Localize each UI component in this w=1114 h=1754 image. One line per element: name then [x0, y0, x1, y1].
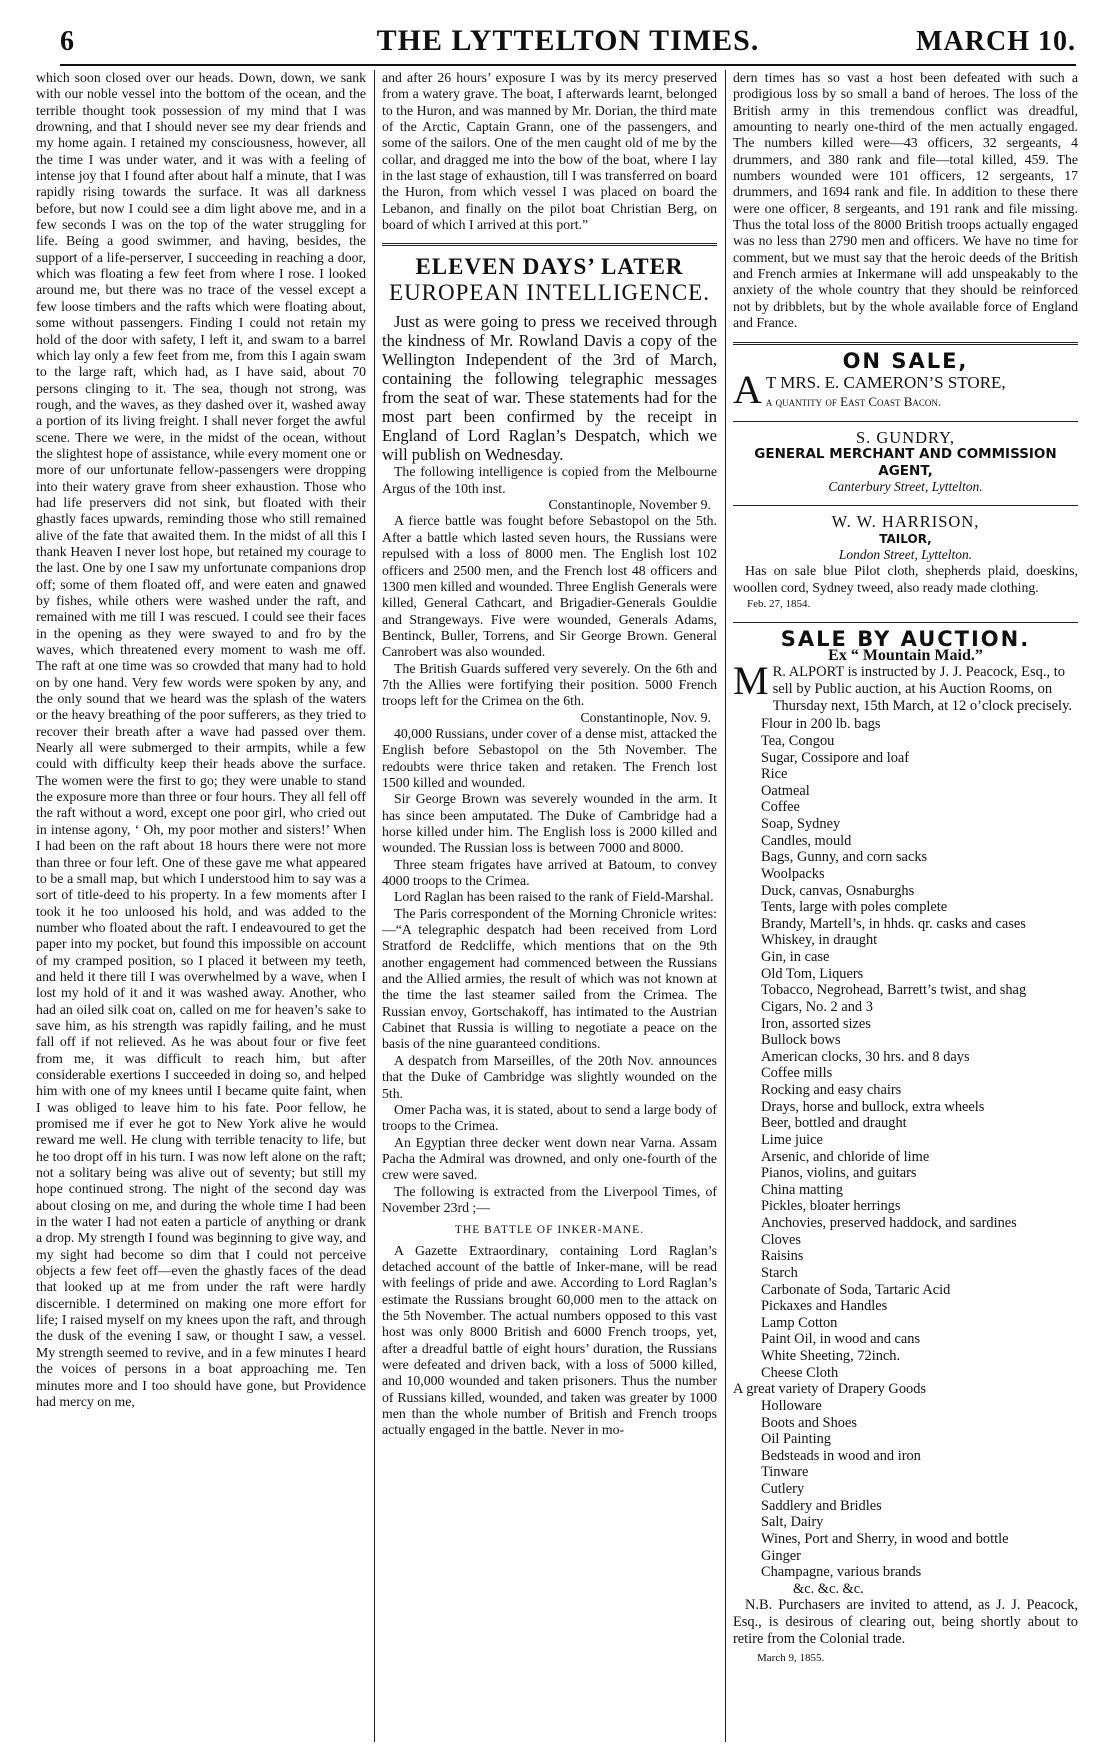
divider — [733, 505, 1078, 506]
section-subhead: THE BATTLE OF INKER-MANE. — [454, 1224, 645, 1237]
list-item: Cutlery — [761, 1481, 805, 1498]
subheadline: EUROPEAN INTELLIGENCE. — [389, 280, 710, 306]
list-item: Whiskey, in draught — [761, 932, 878, 949]
news-paragraph: Sir George Brown was severely wounded in the arm. It has since been amputated. The Duke of Cambridge had a horse killed under him. The English loss is 2000 killed and wounded. The Russian loss is between 7000 and 8000. — [382, 791, 717, 856]
tailor-title: TAILOR, — [879, 531, 932, 546]
list-item: Wines, Port and Sherry, in wood and bottle — [761, 1530, 1009, 1547]
list-item: Duck, canvas, Osnaburghs — [761, 882, 915, 899]
list-item: Champagne, various brands — [761, 1564, 922, 1581]
list-item: China matting — [761, 1181, 843, 1198]
list-item: Oil Painting — [761, 1431, 831, 1448]
drop-cap: M — [733, 657, 769, 703]
list-item: Salt, Dairy — [761, 1514, 824, 1531]
auction-heading: SALE BY AUCTION. — [780, 627, 1031, 652]
dateline: Constantinople, Nov. 9. — [580, 709, 711, 725]
list-item: Rocking and easy chairs — [761, 1082, 902, 1099]
news-paragraph: Omer Pacha was, it is stated, about to send a large body of troops to the Crimea. — [382, 1101, 717, 1134]
news-paragraph: An Egyptian three decker went down near Varna. Assam Pacha the Admiral was drowned, and only one-fourth of the crew were saved. — [382, 1134, 717, 1183]
list-item: Cheese Cloth — [761, 1364, 839, 1381]
list-item: Iron, assorted sizes — [761, 1015, 871, 1032]
list-item-drapery: A great variety of Drapery Goods — [733, 1381, 927, 1398]
column-rule — [725, 70, 726, 1742]
list-item: Brandy, Martell’s, in hhds. qr. casks and cases — [761, 915, 1026, 932]
auction-intro — [733, 657, 1078, 714]
news-paragraph: A fierce battle was fought before Sebastopol on the 5th. After a battle which lasted seven hours, the Russians were repulsed with a loss of 8000 men. The English lost 102 officers and 2500 men, and the French lost 48 officers and 1300 men killed and wounded. Three English Generals were killed, General Cathcart, and Brigadier-Generals Gouldie and Strangeways. Five were wounded, Generals Adams, Bentinck, Buller, Torrens, and Sir George Brown. General Canrobert was also wounded. — [382, 513, 717, 660]
issue-date: MARCH 10. — [916, 26, 1076, 57]
list-item: Cloves — [761, 1231, 801, 1248]
list-item: White Sheeting, 72inch. — [761, 1348, 901, 1365]
auction-ship: Ex “ Mountain Maid.” — [828, 646, 983, 664]
store-advert — [733, 366, 1078, 412]
list-item: Carbonate of Soda, Tartaric Acid — [761, 1281, 951, 1298]
list-item: Old Tom, Liquers — [761, 965, 864, 982]
divider — [733, 622, 1078, 623]
source-note: The following is extracted from the Liverpool Times, of November 23rd ;— — [382, 1183, 717, 1215]
column-3 — [733, 70, 1078, 1742]
column-2 — [382, 70, 717, 1742]
news-paragraph: Three steam frigates have arrived at Batoum, to convey 4000 troops to the Crimea. — [382, 856, 717, 889]
list-item: Lime juice — [761, 1131, 823, 1148]
store-product: a quantity of East Coast Bacon. — [765, 393, 942, 409]
store-name: T MRS. E. CAMERON’S STORE, — [765, 372, 1006, 392]
list-item: Boots and Shoes — [761, 1414, 857, 1431]
newspaper-title: THE LYTTELTON TIMES. — [376, 24, 760, 57]
lead-paragraph: Just as were going to press we received through the kindness of Mr. Rowland Davis a copy of the Wellington Independent of the 3rd of March, containing the following telegraphic messages from the seat of war. These statements had for the most part been confirmed by the receipt in England of Lord Raglan’s Despatch, which we will publish on Wednesday. — [382, 312, 717, 465]
divider — [733, 342, 1078, 345]
news-paragraph: The Paris correspondent of the Morning Chronicle writes:—“A telegraphic despatch had been received from Lord Stratford de Redcliffe, which mentions that on the 9th another engagement had commenced between the Russians and the Allied armies, the result of which was not known at the time the last steamer sailed from the Crimea. The Russian envoy, Gortschakoff, has intimated to the Austrian Cabinet that Russia is willing to negotiate a peace on the basis of the nine guaranteed conditions. — [382, 905, 717, 1052]
list-item: Gin, in case — [761, 949, 830, 966]
tailor-address: London Street, Lyttelton. — [838, 546, 973, 562]
divider — [733, 421, 1078, 422]
list-item: American clocks, 30 hrs. and 8 days — [761, 1048, 970, 1065]
drop-cap: A — [733, 366, 762, 412]
list-item: Pickaxes and Handles — [761, 1298, 888, 1315]
list-item: Lamp Cotton — [761, 1314, 838, 1331]
list-item: Bedsteads in wood and iron — [761, 1447, 921, 1464]
masthead — [60, 18, 1076, 66]
list-item: Paint Oil, in wood and cans — [761, 1331, 921, 1348]
dateline: Constantinople, November 9. — [548, 497, 711, 513]
article-paragraph: and after 26 hours’ exposure I was by its mercy preserved from a watery grave. The boat, I afterwards learnt, belonged to the Huron, and was manned by Mr. Dorian, the third mate of the Arctic, Captain Grann, one of the passengers, and some of the sailors. One of the men caught old of me by the collar, and dragged me into the bow of the boat, where I lay in the last stage of exhaustion, till I was transferred on board the Huron, from which vessel I was placed on board the Lebanon, and finally on the pilot boat Christian Berg, on board of which I arrived at this port.” — [382, 70, 717, 233]
list-item: Beer, bottled and draught — [761, 1115, 907, 1132]
list-item: Pickles, bloater herrings — [761, 1198, 901, 1215]
list-item: Holloware — [761, 1397, 822, 1414]
merchant-title: GENERAL MERCHANT AND COMMISSION AGENT, — [754, 446, 1057, 479]
news-paragraph: 40,000 Russians, under cover of a dense mist, attacked the English before Sebastopol on the 5th November. The redoubts were thrice taken and retaken. The French lost 1500 killed and wounded. — [382, 725, 717, 790]
list-item: Cigars, No. 2 and 3 — [761, 998, 873, 1015]
list-item: Drays, horse and bullock, extra wheels — [761, 1098, 985, 1115]
list-item: Sugar, Cossipore and loaf — [761, 749, 910, 766]
page-number: 6 — [60, 26, 74, 57]
list-item: Woolpacks — [761, 865, 825, 882]
etcetera: &c. &c. &c. — [793, 1580, 864, 1597]
merchant-name: S. GUNDRY, — [855, 427, 956, 447]
list-item: Tobacco, Negrohead, Barrett’s twist, and shag — [761, 982, 1027, 999]
column-1 — [36, 70, 366, 1742]
article-paragraph: which soon closed over our heads. Down, down, we sank with our noble vessel into the bottom of the ocean, and the terrible thought took possession of my mind that I was drowning, and that I should never see my dear friends and my home again. I retained my consciousness, however, all the time I was under water, and it was with a feeling of intense joy that I found after about half a minute, that I was rapidly rising towards the surface. It was all darkness before, but now I could see a dim light above me, and in a few seconds I was on the top of the water struggling for life. Being a good swimmer, and having, besides, the support of a life-perserver, I succeeding in reaching a door, which was floating a few feet from where I rose. I looked around me, but there was no trace of the vessel except a few loose timbers and the rafts which were floating about, some without passengers. Finding I could not retain my hold of the door with safety, I left it, and swam to a barrel which lay only a few feet from me, from this I again swam to the large raft, which had, as I have said, about 70 persons clinging to it. The sea, though not strong, was rough, and the waves, as they dashed over it, washed away a portion of its living freight. I shall never forget the awful scene. There we were, in the midst of the ocean, without the slightest hope of assistance, while every moment one or more of our unfortunate fellow-passengers were dropping into their watery grave from sheer exhaustion. Those who had life preservers did not sink, but floated with their ghastly faces upwards, reminding those who still remained alive of the fate that awaited them. In the midst of all this I thank Heaven I never lost hope, but retained my courage to the last. One by one I saw my unfortunate companions drop off; some of them floated off, and were eaten and gnawed by fishes, while others were washed under the raft, and remained with me till I was rescued. I could see their faces in the opening as they were swayed to and fro by the waves, which threatened every moment to wash me off. The raft at one time was so crowded that many had to hold on by one hand. Very few words were spoken by any, and the only sound that we heard was the splash of the waters or the heavy breathing of the poor sufferers, as they tried to recover their breath after a wave had passed over them. Nearly all were submerged to their armpits, while a few could with difficulty keep their heads above the surface. The women were the first to go; they were unable to stand the exposure more than three or four hours. They all fell off the raft without a word, except one poor girl, who cried out in intense agony, ‘ Oh, my poor mother and sisters!’ When I had been on the raft about 18 hours there were not more than three or four left. One of these gave me what appeared to be a small map, but which I understood him to say was a sort of title-deed to his property. In a few moments after I took it he too unloosed his hold, and was added to the number who floated about the raft. I endeavoured to get the paper into my pocket, but found this impossible on account of my cramped position, so I placed it between my teeth, and held it there till I was overwhelmed by a wave, when I lost my hold of it and it was washed away. Another, who had an oiled silk coat on, called on me for heaven’s sake to save him, as his strength was rapidly failing, and he must fall off if not relieved. As he was about four or five feet from me, it was difficult to reach him, but after considerable exertions I succeeded in doing so, and helped him with one of my knees until I became quite faint, when I was obliged to leave him to his fate. Poor fellow, he promised me if ever he got to New York alive he would reward me well. He clung with terrible tenacity to life, but he too dropt off in his turn. I was now left alone on the raft; not a solitary being was alive out of seventy; but still my hope continued strong. The night of the second day was about closing on me, and during the whole time I had been in the water I had not eaten a particle of anything or drank a drop. My strength I found was beginning to give way, and my sight had become so dim that I could not perceive objects a few feet off—even the ghastly faces of the dead that looked up at me from under the raft were hardly discernible. I determined on making one more effort for life; I raised myself on my knees upon the raft, and through the dusk of the evening I saw, or thought I saw, a vessel. My strength seemed to revive, and in a few minutes I heard the voices of persons in a boat approaching me. Ten minutes more and I too should have gone, but Providence had mercy on me, — [36, 70, 366, 1409]
auction-intro-text: R. ALPORT is instructed by J. J. Peacock, Esq., to sell by Public auction, at his Auction Rooms, on Thursday next, 15th March, at 12 o’clock precisely. — [772, 663, 1073, 714]
list-item: Raisins — [761, 1248, 804, 1265]
list-item: Oatmeal — [761, 782, 810, 799]
news-paragraph: A despatch from Marseilles, of the 20th Nov. announces that the Duke of Cambridge was slightly wounded on the 5th. — [382, 1052, 717, 1101]
article-paragraph: dern times has so vast a host been defeated with such a prodigious loss by so small a band of heroes. The loss of the British army in this tremendous conflict was dreadful, amounting to nearly one-third of the men actually engaged. The numbers killed were—43 officers, 32 sergeants, 4 drummers, and 380 rank and file—total killed, 459. The numbers wounded were 101 officers, 12 sergeants, 17 drummers, and 1694 rank and file. In addition to these there were one officer, 8 sergeants, and 191 rank and file missing. Thus the total loss of the 8000 British troops actually engaged was no less than 2790 men and officers. We have no time for comment, but we must say that the heroic deeds of the British and French armies at Inkermane will add unspeakably to the anxiety of the whole country that they should be reinforced not by dribblets, but by the whole available force of England and France. — [733, 70, 1078, 331]
list-item: Soap, Sydney — [761, 816, 841, 833]
list-item: Coffee mills — [761, 1065, 833, 1082]
list-item: Ginger — [761, 1547, 801, 1564]
merchant-address: Canterbury Street, Lyttelton. — [828, 478, 983, 494]
list-item: Tinware — [761, 1464, 809, 1481]
list-item: Rice — [761, 766, 788, 783]
list-item: Anchovies, preserved haddock, and sardines — [761, 1215, 1017, 1232]
headline: ELEVEN DAYS’ LATER — [415, 254, 684, 280]
list-item: Starch — [761, 1264, 798, 1281]
list-item: Tea, Congou — [761, 732, 835, 749]
list-item: Tents, large with poles complete — [761, 899, 948, 916]
advert-date: March 9, 1855. — [757, 1651, 825, 1664]
news-paragraph: The British Guards suffered very severely. On the 6th and 7th the Allies were fortifying their position. 5000 French troops left for the Crimea on the 6th. — [382, 660, 717, 709]
news-paragraph: A Gazette Extraordinary, containing Lord Raglan’s detached account of the battle of Inker-mane, will be read with feelings of pride and awe. According to Lord Raglan’s estimate the Russians brought 60,000 men to the attack on the 5th November. The actual numbers opposed to this vast host was only 8000 British and 6000 French troops, yet, after a dreadful battle of eight hours’ duration, the Russians were defeated and driven back, with a loss of 5000 killed, and 10,000 wounded and taken prisoners. Thus the number of Russians killed, wounded, and taken was greater by 1000 men than the whole number of British and French troops actually engaged in the battle. Never in mo- — [382, 1242, 717, 1438]
list-item: Pianos, violins, and guitars — [761, 1165, 917, 1182]
source-note: The following intelligence is copied from the Melbourne Argus of the 10th inst. — [382, 464, 717, 496]
list-item: Coffee — [761, 799, 800, 816]
advert-heading: ON SALE, — [842, 348, 969, 373]
list-item: Flour in 200 lb. bags — [761, 716, 881, 733]
advert-date: Feb. 27, 1854. — [747, 597, 811, 610]
tailor-advert-text: Has on sale blue Pilot cloth, shepherds plaid, doeskins, woollen cord, Sydney tweed, also ready made clothing. — [733, 563, 1078, 595]
list-item: Arsenic, and chloride of lime — [761, 1148, 930, 1165]
column-rule — [374, 70, 375, 1742]
list-item: Bags, Gunny, and corn sacks — [761, 849, 928, 866]
divider — [382, 243, 717, 246]
auction-item-list — [733, 716, 1078, 1581]
news-paragraph: Lord Raglan has been raised to the rank of Field-Marshal. — [394, 889, 714, 905]
auction-note: N.B. Purchasers are invited to attend, as J. J. Peacock, Esq., is desirous of clearing out, being shortly about to retire from the Colonial trade. — [733, 1597, 1078, 1648]
list-item: Bullock bows — [761, 1032, 841, 1049]
list-item: Candles, mould — [761, 832, 852, 849]
tailor-name: W. W. HARRISON, — [831, 512, 980, 532]
list-item: Saddlery and Bridles — [761, 1497, 882, 1514]
